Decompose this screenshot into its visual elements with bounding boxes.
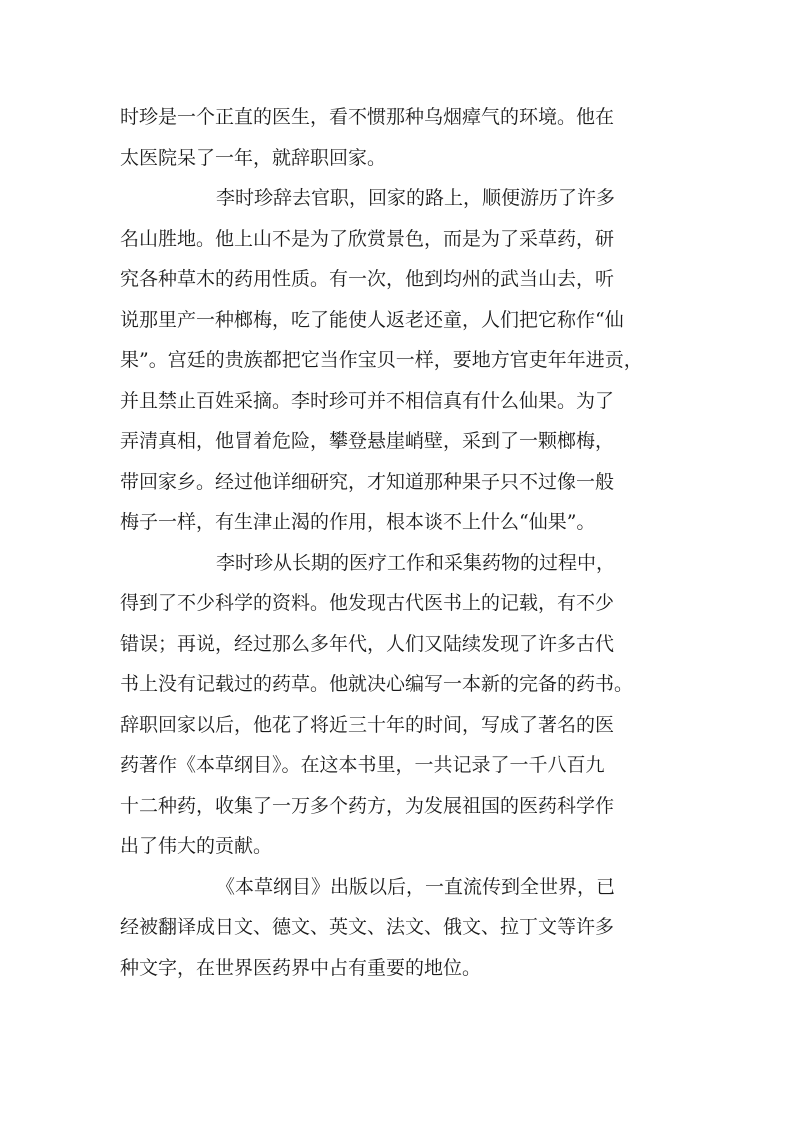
text-line: 出了伟大的贡献。 [120,835,273,857]
text-line: 说那里产一种榔梅，吃了能使人返老还童，人们把它称作“仙 [120,308,624,331]
body-text [120,97,680,988]
text-line: 究各种草木的药用性质。有一次，他到均州的武当山去，听 [120,268,615,290]
text-line: 弄清真相，他冒着危险，攀登悬崖峭壁，采到了一颗榔梅， [120,430,615,452]
text-line: 梅子一样，有生津止渴的作用，根本谈不上什么“仙果”。 [120,511,596,533]
text-line: 李时珍从长期的医疗工作和采集药物的过程中， [216,551,616,574]
text-line: 经被翻译成日文、德文、英文、法文、俄文、拉丁文等许多 [120,916,615,938]
text-line: 药著作《本草纲目》。在这本书里，一共记录了一千八百九 [120,754,605,776]
text-line: 时珍是一个正直的医生，看不惯那种乌烟瘴气的环境。他在 [120,106,615,128]
text-line: 十二种药，收集了一万多个药方，为发展祖国的医药科学作 [120,794,615,817]
paragraph-3 [120,543,680,867]
text-line: 《本草纲目》出版以后，一直流传到全世界，已 [216,875,616,898]
paragraph-2 [120,178,680,543]
paragraph-4 [120,867,680,989]
text-line: 李时珍辞去官职，回家的路上，顺便游历了许多 [216,187,616,209]
text-line: 辞职回家以后，他花了将近三十年的时间，写成了著名的医 [120,713,615,736]
text-line: 得到了不少科学的资料。他发现古代医书上的记载，有不少 [120,592,615,614]
paragraph-1 [120,97,680,178]
text-line: 并且禁止百姓采摘。李时珍可并不相信真有什么仙果。为了 [120,389,615,412]
text-line: 种文字，在世界医药界中占有重要的地位。 [120,956,482,979]
text-line: 错误；再说，经过那么多年代，人们又陆续发现了许多古代 [120,632,615,655]
text-line: 带回家乡。经过他详细研究，才知道那种果子只不过像一般 [120,470,615,493]
text-line: 太医院呆了一年，就辞职回家。 [120,146,387,169]
text-line: 名山胜地。他上山不是为了欣赏景色，而是为了采草药，研 [120,227,615,250]
text-line: 果”。宫廷的贵族都把它当作宝贝一样，要地方官吏年年进贡， [120,349,643,371]
text-line: 书上没有记载过的药草。他就决心编写一本新的完备的药书。 [120,673,634,695]
